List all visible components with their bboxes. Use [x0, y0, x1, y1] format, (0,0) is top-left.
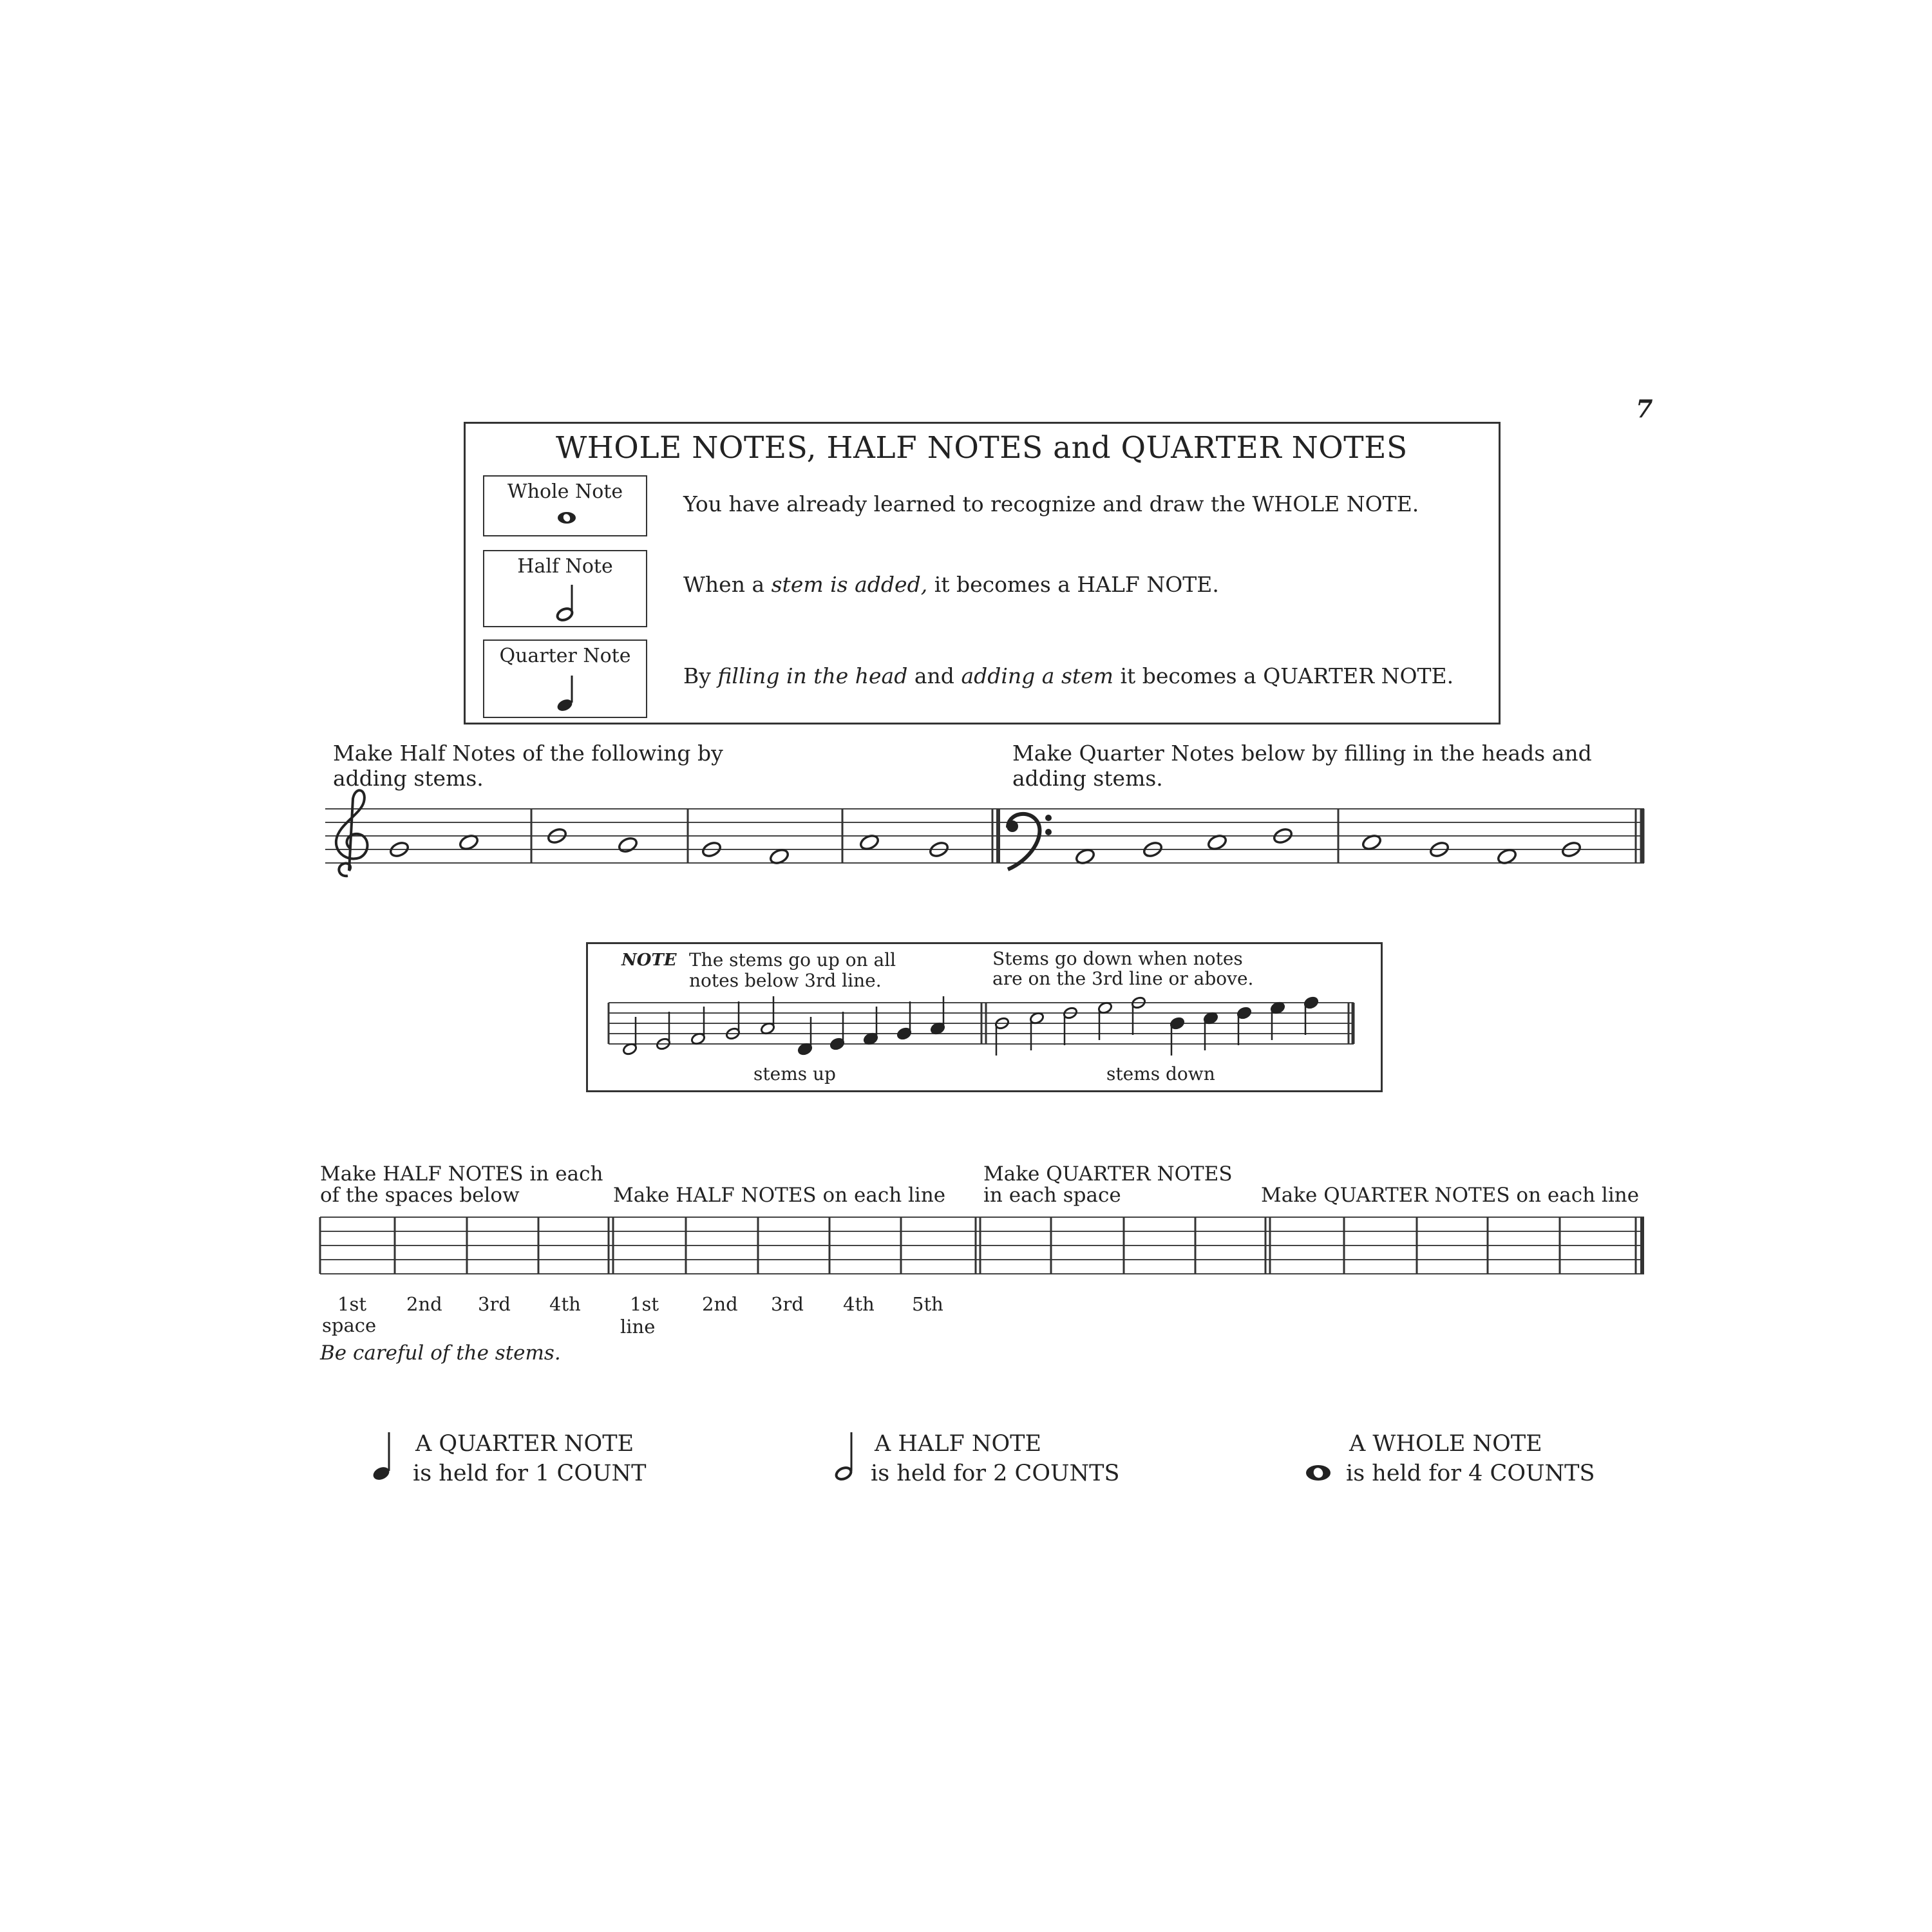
- half-expl-pre: When a: [683, 572, 765, 597]
- space-label-4th: 4th: [549, 1293, 581, 1315]
- quarter-expl-italic2: adding a stem: [961, 663, 1113, 688]
- caution-text: Be careful of the stems.: [320, 1341, 561, 1365]
- note-box-left-text-1: The stems go up on all: [689, 949, 896, 971]
- note-box-label: NOTE: [621, 951, 677, 970]
- half-note-icon: [833, 1431, 858, 1482]
- exercise1-right-instruction-1: Make Quarter Notes below by filling in the heads and: [1012, 741, 1592, 766]
- line-label-5th: 5th: [912, 1293, 943, 1315]
- quarter-expl-italic1: filling in the head: [717, 663, 908, 688]
- page-title: WHOLE NOTES, HALF NOTES and QUARTER NOTES: [556, 430, 1408, 466]
- stems-up-caption: stems up: [753, 1063, 836, 1084]
- note-box-right-text-2: are on the 3rd line or above.: [992, 968, 1254, 989]
- quarter-duration-title: A QUARTER NOTE: [415, 1431, 634, 1457]
- half-expl-italic: stem is added,: [771, 572, 928, 597]
- space-word: space: [322, 1314, 377, 1336]
- line-label-2nd: 2nd: [702, 1293, 738, 1315]
- exercise2-section4-line1: Make QUARTER NOTES on each line: [1261, 1184, 1640, 1207]
- quarter-expl-mid: and: [914, 663, 954, 688]
- space-label-3rd: 3rd: [478, 1293, 511, 1315]
- exercise2-section3-line2: in each space: [983, 1184, 1121, 1207]
- exercise1-left-instruction-2: adding stems.: [333, 766, 484, 791]
- line-label-4th: 4th: [843, 1293, 875, 1315]
- quarter-note-icon: [370, 1431, 396, 1482]
- stems-down-caption: stems down: [1106, 1063, 1215, 1084]
- whole-duration-desc: is held for 4 COUNTS: [1346, 1461, 1595, 1486]
- half-duration-desc: is held for 2 COUNTS: [871, 1461, 1120, 1486]
- line-label-3rd: 3rd: [771, 1293, 804, 1315]
- exercise2-section2-line1: Make HALF NOTES on each line: [613, 1184, 946, 1207]
- quarter-expl-post: it becomes a QUARTER NOTE.: [1120, 663, 1454, 688]
- quarter-note-label: Quarter Note: [499, 645, 631, 667]
- exercise2-section1-line2: of the spaces below: [320, 1184, 520, 1207]
- line-label-1st: 1st: [630, 1293, 659, 1315]
- exercise1-left-instruction-1: Make Half Notes of the following by: [333, 741, 723, 766]
- whole-note-explanation: You have already learned to recognize and draw the WHOLE NOTE.: [683, 491, 1419, 516]
- space-label-1st: 1st: [337, 1293, 366, 1315]
- whole-note-icon: [1304, 1463, 1332, 1482]
- half-duration-title: A HALF NOTE: [875, 1431, 1042, 1457]
- exercise2-section1-line1: Make HALF NOTES in each: [320, 1162, 603, 1186]
- space-label-2nd: 2nd: [406, 1293, 442, 1315]
- quarter-duration-desc: is held for 1 COUNT: [413, 1461, 647, 1486]
- whole-duration-title: A WHOLE NOTE: [1349, 1431, 1542, 1457]
- note-box-right-text-1: Stems go down when notes: [992, 948, 1243, 969]
- whole-note-label: Whole Note: [507, 480, 623, 503]
- exercise2-staff-lines: [320, 1217, 1644, 1274]
- page-number: 7: [1636, 394, 1653, 423]
- exercise2-section3-line1: Make QUARTER NOTES: [983, 1162, 1233, 1186]
- note-box-left-text-2: notes below 3rd line.: [689, 970, 882, 991]
- half-expl-post: it becomes a HALF NOTE.: [934, 572, 1219, 597]
- half-note-label: Half Note: [517, 555, 613, 578]
- exercise1-right-instruction-2: adding stems.: [1012, 766, 1163, 791]
- quarter-expl-pre: By: [683, 663, 711, 688]
- line-word: line: [620, 1316, 656, 1338]
